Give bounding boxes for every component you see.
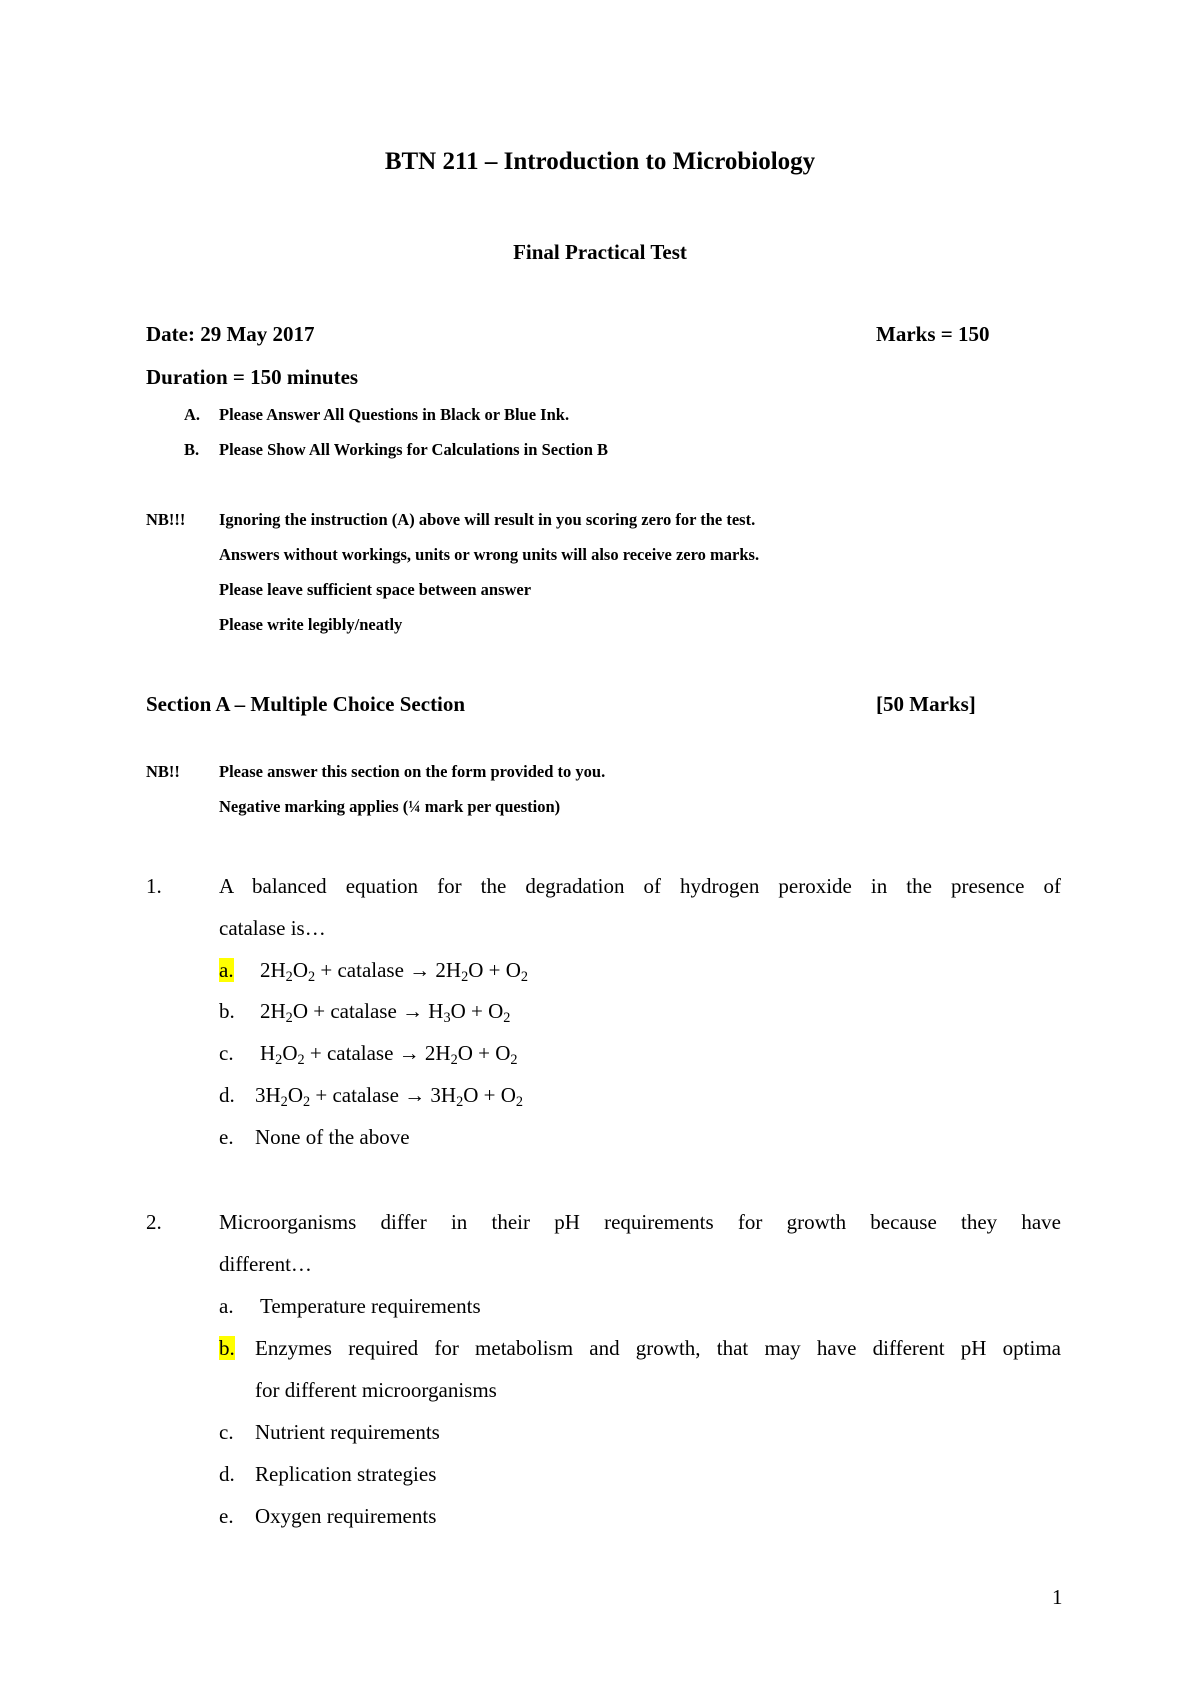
- option-letter: c.: [219, 1420, 234, 1444]
- option-letter: d.: [219, 1083, 235, 1107]
- instruction-a-text: Please Answer All Questions in Black or Blue Ink.: [219, 405, 570, 424]
- exam-duration: Duration = 150 minutes: [146, 365, 359, 389]
- exam-date: Date: 29 May 2017: [146, 322, 315, 346]
- option-letter: a.: [219, 1294, 234, 1318]
- instruction-b-text: Please Show All Workings for Calculations in Section B: [219, 440, 609, 459]
- option-letter: [219, 1336, 235, 1361]
- option-letter: c.: [219, 1041, 234, 1065]
- option-letter: b.: [219, 999, 235, 1023]
- option-letter: e.: [219, 1504, 234, 1528]
- option-text: None of the above: [255, 1125, 410, 1149]
- option-text: Enzymes required for metabolism and growth, that may have different pH optima: [255, 1336, 1061, 1360]
- note-line: Answers without workings, units or wrong units will also receive zero marks.: [219, 545, 760, 564]
- section-a-marks: [50 Marks]: [876, 692, 976, 716]
- option-letter: e.: [219, 1125, 234, 1149]
- option-text: $H_2O_2$ + catalase → $2H_2O + O_2$: [260, 1041, 518, 1068]
- section-nb-label: NB!!: [146, 762, 180, 781]
- question-text: A balanced equation for the degradation of hydrogen peroxide in the presence of: [219, 874, 1061, 898]
- instruction-letter-b: B.: [184, 440, 200, 459]
- answer-highlight: a.: [219, 958, 234, 982]
- option-text-cont: for different microorganisms: [255, 1378, 497, 1402]
- option-letter: d.: [219, 1462, 235, 1486]
- option-text: Temperature requirements: [260, 1294, 481, 1318]
- note-line: Ignoring the instruction (A) above will result in you scoring zero for the test.: [219, 510, 756, 529]
- option-text: Replication strategies: [255, 1462, 437, 1486]
- option-text: $3H_2O_2$ + catalase → $3H_2O + O_2$: [255, 1083, 524, 1110]
- option-text: Nutrient requirements: [255, 1420, 440, 1444]
- option-text: $2H_2O$ + catalase → $H_3O + O_2$: [260, 999, 511, 1026]
- question-text-cont: different…: [219, 1252, 312, 1276]
- note-line: Please leave sufficient space between answer: [219, 580, 532, 599]
- question-text: Microorganisms differ in their pH requirements for growth because they have: [219, 1210, 1061, 1234]
- document-subtitle: Final Practical Test: [513, 240, 687, 264]
- question-text-cont: catalase is…: [219, 916, 326, 940]
- section-a-heading: Section A – Multiple Choice Section: [146, 692, 466, 716]
- option-letter: [219, 958, 234, 983]
- document-title: BTN 211 – Introduction to Microbiology: [384, 148, 816, 175]
- option-text: Oxygen requirements: [255, 1504, 437, 1528]
- question-number: 2.: [146, 1210, 162, 1234]
- total-marks: Marks = 150: [876, 322, 990, 346]
- section-nb-line: Negative marking applies (¼ mark per question): [219, 797, 561, 816]
- instruction-letter-a: A.: [184, 405, 201, 424]
- question-number: 1.: [146, 874, 162, 898]
- note-line: Please write legibly/neatly: [219, 615, 403, 634]
- nb-label: NB!!!: [146, 510, 186, 529]
- page-number: 1: [1052, 1585, 1063, 1609]
- section-nb-line: Please answer this section on the form provided to you.: [219, 762, 606, 781]
- option-text: $2H_2O_2$ + catalase → $2H_2O + O_2$: [260, 958, 529, 985]
- answer-highlight: b.: [219, 1336, 235, 1360]
